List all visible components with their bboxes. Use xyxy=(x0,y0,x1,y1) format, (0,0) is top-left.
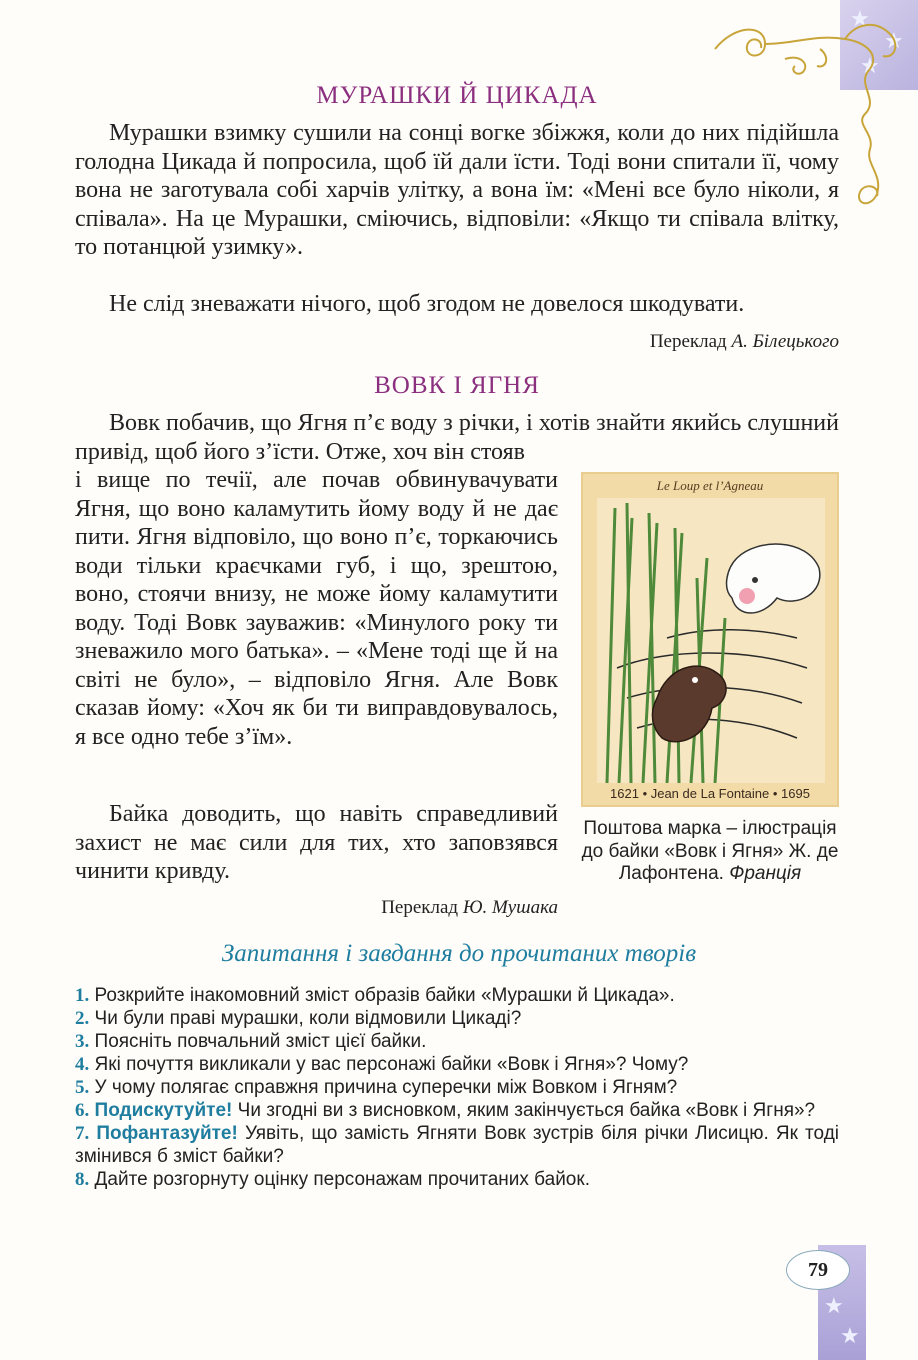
star-icon: ★ xyxy=(840,1323,860,1348)
page-number: 79 xyxy=(786,1250,850,1290)
question-number: 1. xyxy=(75,985,90,1006)
fable1-paragraph-1: Мурашки взимку сушили на сонці вогке збіжжя, коли до них підійшла голодна Цикада й попросила, щоб їй дали їсти. Тоді вони спитали її, чому вона не заготувала собі харчів улітку, а вона їм: «Мені все було ніколи, я співала». На це Мурашки, сміючись, відповіли: «Якщо ти співала влітку, то потанцюй узимку». xyxy=(75,120,839,260)
question-text: Які почуття викликали у вас персонажі байки «Вовк і Ягня»? Чому? xyxy=(94,1054,689,1075)
fable2-paragraph-2: Байка доводить, що навіть справедливий захист не має сили для тих, хто заповзявся чинити кривду. xyxy=(75,801,558,884)
question-item xyxy=(75,1053,839,1076)
question-text: Розкрийте інакомовний зміст образів байки «Мурашки й Цикада». xyxy=(94,985,675,1006)
question-text: Поясніть повчальний зміст цієї байки. xyxy=(94,1031,427,1052)
question-keyword: Подискутуйте! xyxy=(94,1100,233,1121)
question-item xyxy=(75,1099,839,1122)
question-item xyxy=(75,1122,839,1168)
question-item xyxy=(75,1076,839,1099)
star-icon: ★ xyxy=(860,53,880,78)
question-item xyxy=(75,1030,839,1053)
question-text: Уявіть, що замість Ягняти Вовк зустрів біля річки Лисицю. Як тоді змінився б зміст байки? xyxy=(75,1123,839,1167)
fable2-paragraph-1-top: Вовк побачив, що Ягня п’є воду з річки, і хотів знайти якийсь слушний привід, щоб його з’їсти. Отже, хоч він стояв xyxy=(75,410,839,465)
caption-text: Поштова марка – ілюстрація до байки «Вовк і Ягня» Ж. де Лафонтена. xyxy=(581,818,839,884)
question-text: Чи були праві мурашки, коли відмовили Цикаді? xyxy=(94,1008,522,1029)
question-text: Чи згодні ви з висновком, яким закінчується байка «Вовк і Ягня»? xyxy=(237,1100,816,1121)
fable1-title: МУРАШКИ Й ЦИКАДА xyxy=(316,82,598,109)
fable2-paragraph-1-rest: і вище по течії, але почав обвинувачувати Ягня, що воно каламутить йому воду й не дає пити. Ягня відповіло, що воно п’є, торкаючись води тільки краєчками губ, і що, зрештою, воно, стоячи внизу, не може йому каламутити воду. Тоді Вовк зауважив: «Минулого року ти зневажило мого батька». – «Мене тоді ще й на світі не було», – відповіло Ягня. Але Вовк сказав йому: «Хоч як би ти виправдовувалось, я все одно тебе з’їм». xyxy=(75,467,558,750)
fable2-translator xyxy=(240,897,558,919)
star-icon: ★ xyxy=(850,6,870,31)
caption-country: Франція xyxy=(729,863,802,884)
question-number: 4. xyxy=(75,1054,90,1075)
translator-label: Переклад xyxy=(649,331,727,352)
question-item xyxy=(75,1168,839,1191)
stamp-title: Le Loup et l’Agneau xyxy=(656,478,764,493)
translator-label: Переклад xyxy=(381,897,459,918)
question-text: Дайте розгорнуту оцінку персонажам прочитаних байок. xyxy=(94,1169,590,1190)
star-icon: ★ xyxy=(884,28,904,53)
fable2-title: ВОВК І ЯГНЯ xyxy=(374,372,540,399)
star-icon: ★ xyxy=(824,1293,844,1318)
postage-stamp xyxy=(581,472,839,807)
question-item xyxy=(75,984,839,1007)
wolf-lamb-illustration xyxy=(597,498,825,783)
questions-list xyxy=(75,984,839,1191)
question-number: 7. xyxy=(75,1123,90,1144)
question-number: 8. xyxy=(75,1169,90,1190)
question-item xyxy=(75,1007,839,1030)
fable1-translator xyxy=(500,331,839,353)
translator-name: А. Білецького xyxy=(731,331,839,352)
question-number: 3. xyxy=(75,1031,90,1052)
questions-title: Запитання і завдання до прочитаних творів xyxy=(221,940,697,967)
translator-name: Ю. Мушака xyxy=(462,897,558,918)
question-number: 6. xyxy=(75,1100,90,1121)
question-number: 2. xyxy=(75,1008,90,1029)
fable1-paragraph-2: Не слід зневажати нічого, щоб згодом не довелося шкодувати. xyxy=(109,291,745,317)
question-text: У чому полягає справжня причина суперечки між Вовком і Ягням? xyxy=(94,1077,678,1098)
question-keyword: Пофантазуйте! xyxy=(96,1123,238,1144)
question-number: 5. xyxy=(75,1077,90,1098)
stamp-caption xyxy=(575,818,845,886)
stamp-footer: 1621 • Jean de La Fontaine • 1695 xyxy=(610,786,810,801)
